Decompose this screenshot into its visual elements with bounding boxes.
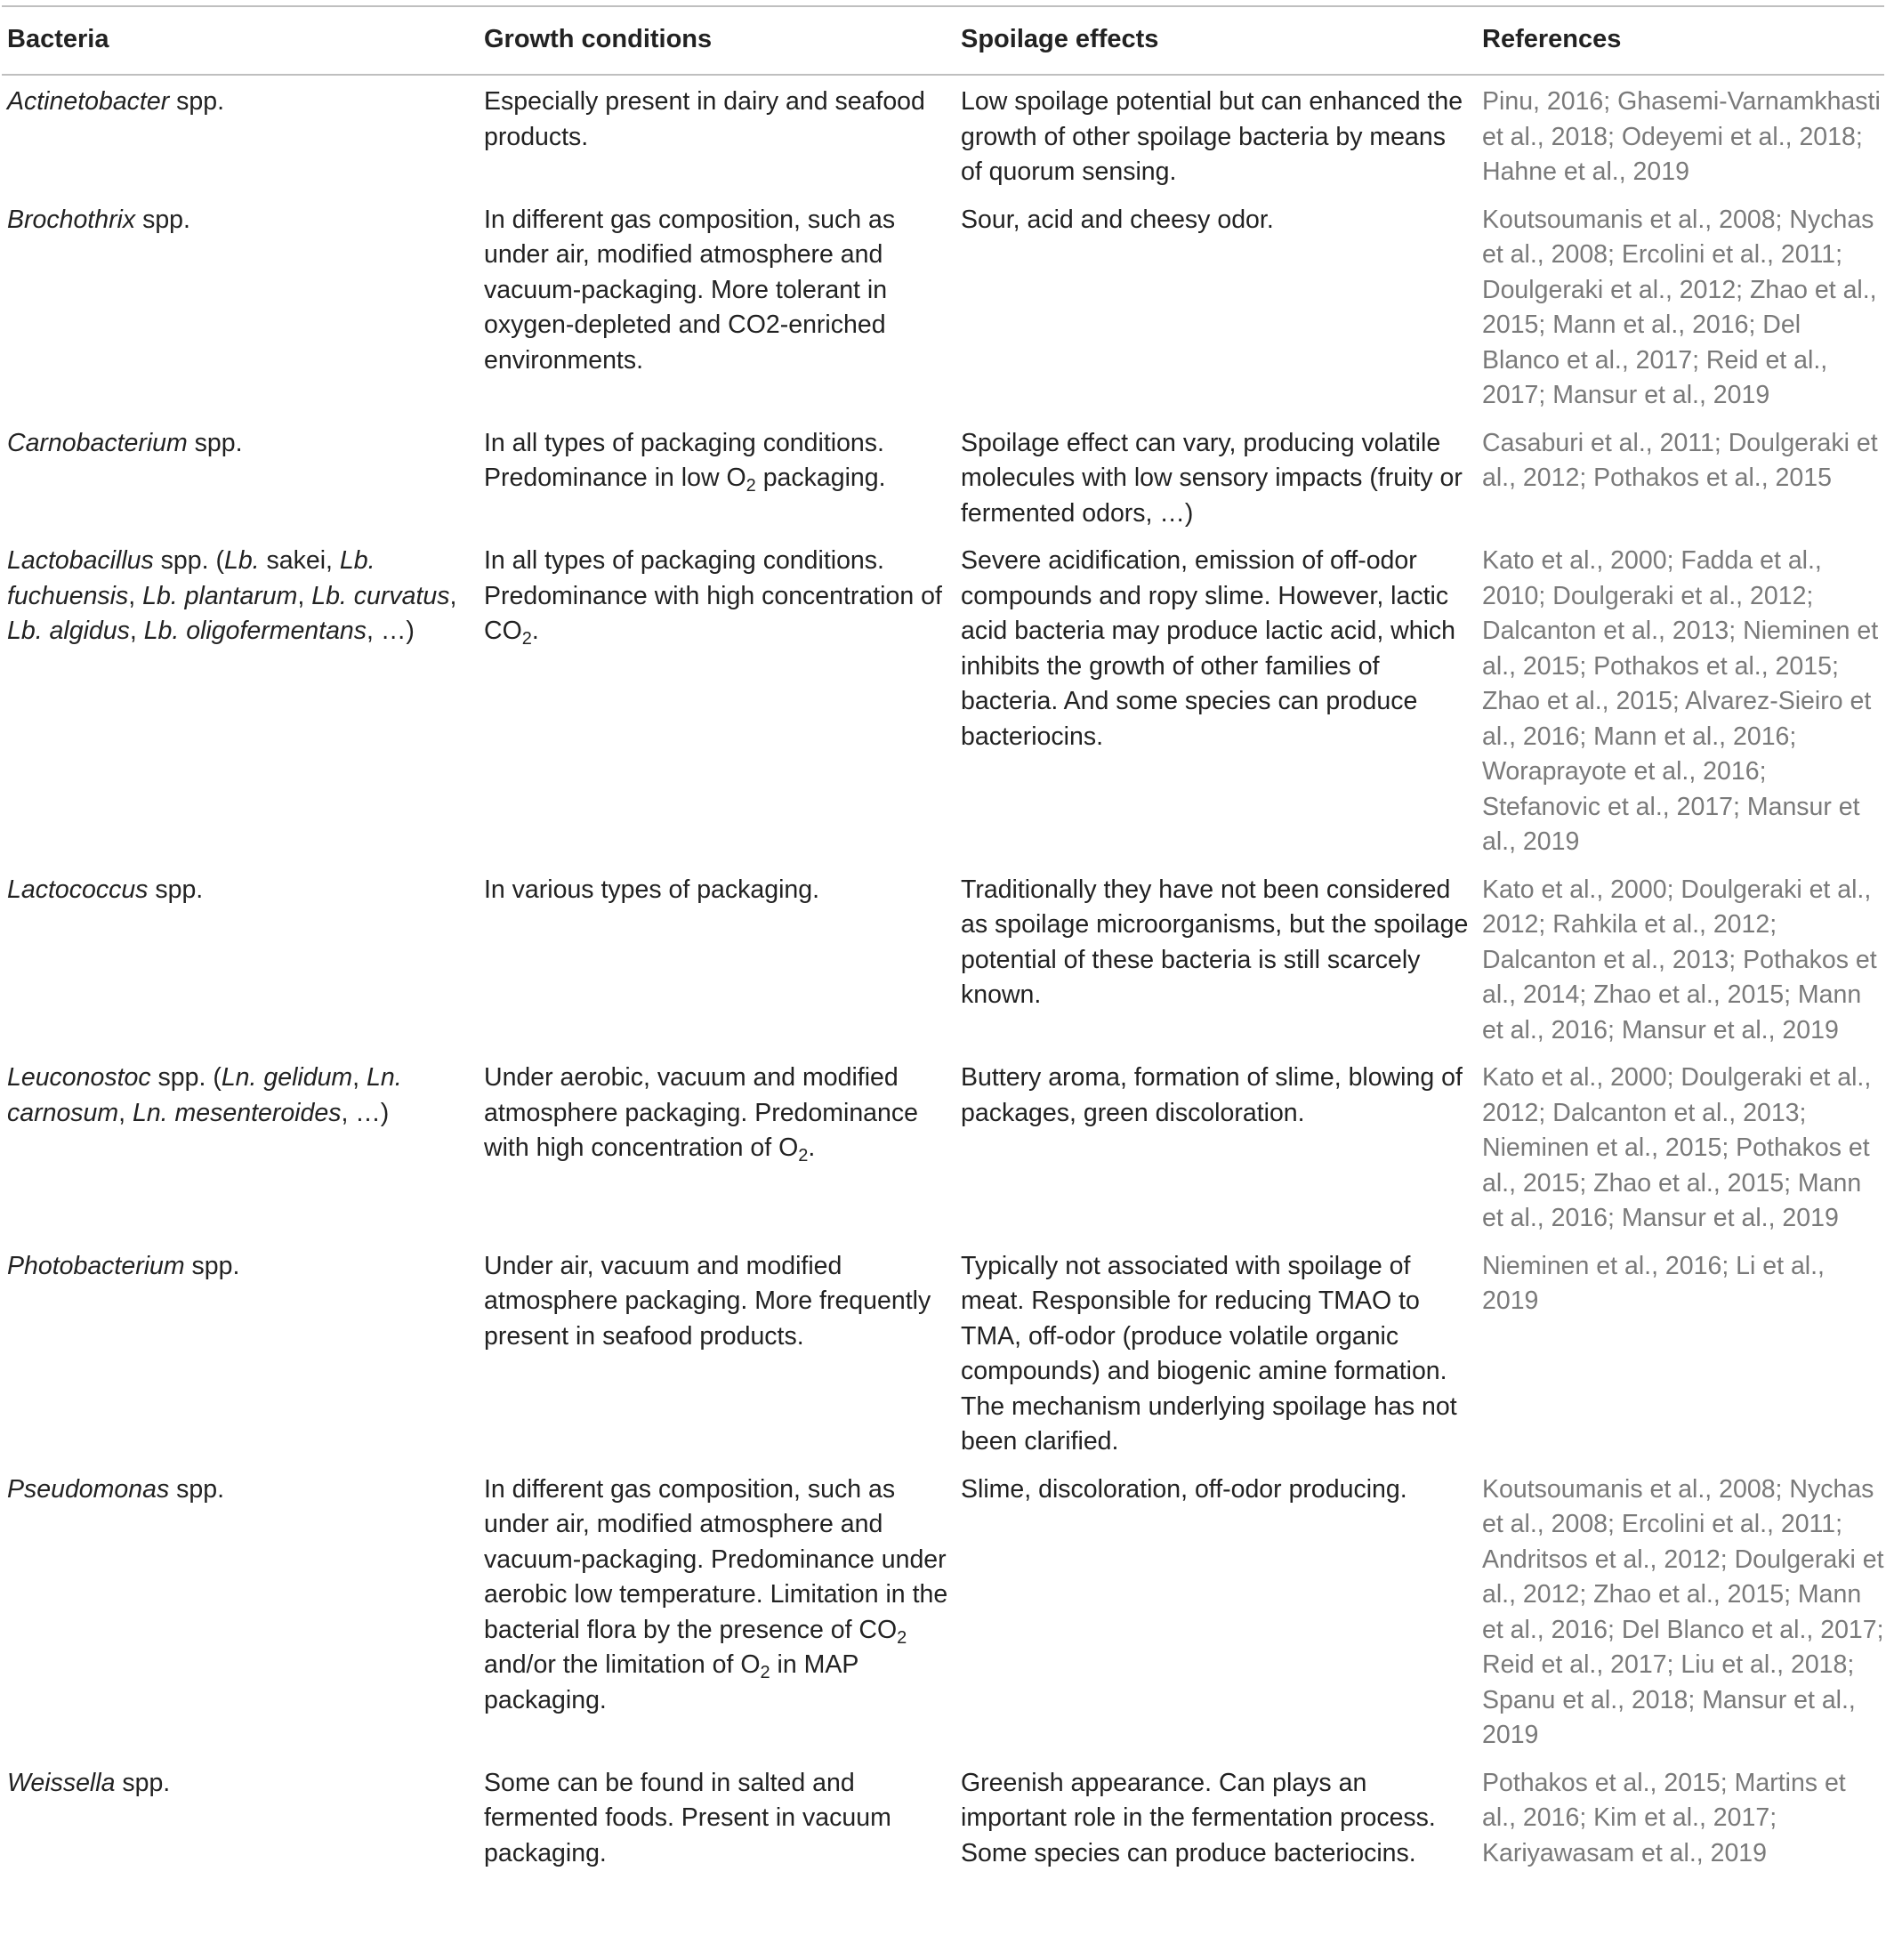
text-segment: , bbox=[129, 617, 144, 645]
italic-text: Lb. plantarum bbox=[142, 581, 298, 610]
table-row bbox=[2, 194, 1884, 417]
text-segment: sakei, bbox=[259, 546, 340, 575]
header-references: References bbox=[1482, 25, 1622, 53]
header-growth-conditions: Growth conditions bbox=[484, 25, 713, 53]
text-segment: , …) bbox=[341, 1098, 390, 1127]
table-body bbox=[2, 75, 1884, 1875]
spoilage-effects-cell bbox=[955, 1757, 1477, 1875]
references-cell: Pinu, 2016; Ghasemi-Varnamkhasti et al., 2018; Odeyemi et al., 2018; Hahne et al., 2019 bbox=[1482, 87, 1881, 186]
spoilage-effects-cell bbox=[955, 1240, 1477, 1464]
growth-conditions-cell bbox=[479, 417, 955, 536]
table-row bbox=[2, 75, 1884, 194]
growth-conditions-cell bbox=[479, 1757, 955, 1875]
italic-text: Lactobacillus bbox=[7, 546, 154, 575]
text-segment: spp. bbox=[184, 1251, 240, 1280]
text-segment: and/or the limitation of O bbox=[484, 1650, 761, 1679]
table-row bbox=[2, 1464, 1884, 1757]
italic-text: Ln. gelidum bbox=[221, 1063, 353, 1092]
spoilage-effects-cell bbox=[955, 1464, 1477, 1757]
text-segment: . bbox=[531, 617, 539, 645]
text-segment: Under air, vacuum and modified atmosphere packaging. More frequently present in seafood products. bbox=[484, 1251, 931, 1351]
text-segment: packaging. bbox=[755, 464, 886, 492]
text-segment: spp. bbox=[169, 1474, 224, 1504]
text-segment: , bbox=[297, 581, 312, 610]
spoilage-effects-cell bbox=[955, 535, 1477, 864]
subscript-text: 2 bbox=[760, 1663, 770, 1682]
subscript-text: 2 bbox=[798, 1146, 809, 1166]
growth-conditions-cell bbox=[479, 1464, 955, 1757]
spoilage-effects-cell bbox=[955, 864, 1477, 1053]
bacteria-cell bbox=[2, 1240, 479, 1464]
table-row bbox=[2, 1052, 1884, 1240]
spoilage-effects-cell bbox=[955, 417, 1477, 536]
text-segment: Low spoilage potential but can enhanced the growth of other spoilage bacteria by means of quorum sensing. bbox=[961, 87, 1463, 186]
text-segment: , bbox=[128, 581, 143, 610]
text-segment: spp. ( bbox=[153, 546, 224, 575]
table-row bbox=[2, 1240, 1884, 1464]
italic-text: Brochothrix bbox=[7, 205, 136, 234]
text-segment: . bbox=[808, 1133, 816, 1162]
bacteria-cell bbox=[2, 1757, 479, 1875]
italic-text: Pseudomonas bbox=[7, 1474, 170, 1504]
spoilage-effects-cell bbox=[955, 194, 1477, 417]
table-row bbox=[2, 417, 1884, 536]
subscript-text: 2 bbox=[521, 629, 532, 649]
italic-text: Lb. bbox=[223, 546, 260, 575]
text-segment: spp. bbox=[115, 1768, 171, 1797]
spoilage-effects-cell bbox=[955, 75, 1477, 194]
text-segment: Especially present in dairy and seafood products. bbox=[484, 87, 925, 151]
table-row bbox=[2, 864, 1884, 1053]
table-row bbox=[2, 535, 1884, 864]
text-segment: spp. bbox=[187, 428, 243, 457]
bacteria-cell bbox=[2, 194, 479, 417]
growth-conditions-cell bbox=[479, 1052, 955, 1240]
text-segment: Buttery aroma, formation of slime, blowing of packages, green discoloration. bbox=[961, 1063, 1463, 1127]
text-segment: spp. bbox=[169, 87, 224, 116]
references-cell: Kato et al., 2000; Fadda et al., 2010; Doulgeraki et al., 2012; Dalcanton et al., 2013; Nieminen et al., 2015; Pothakos et al., 2015; Zhao et al., 2015; Alvarez-Sieiro et al., 2016; Mann et al., 2016; Woraprayote et al., 2016; Stefanovic et al., 2017; Mansur et al., 2019 bbox=[1482, 546, 1879, 856]
text-segment: in MAP packaging. bbox=[484, 1650, 858, 1714]
growth-conditions-cell bbox=[479, 75, 955, 194]
growth-conditions-cell bbox=[479, 535, 955, 864]
text-segment: In all types of packaging conditions. Predominance in low O bbox=[484, 428, 884, 492]
text-segment: spp. bbox=[135, 205, 190, 234]
references-cell: Koutsoumanis et al., 2008; Nychas et al., 2008; Ercolini et al., 2011; Andritsos et al., 2012; Doulgeraki et al., 2012; Zhao et al., 2015; Mann et al., 2016; Del Blanco et al., 2017; Reid et al., 2017; Liu et al., 2018; Spanu et al., 2018; Mansur et al., 2019 bbox=[1482, 1474, 1884, 1749]
italic-text: Ln. mesenteroides bbox=[132, 1098, 342, 1127]
bacteria-cell bbox=[2, 535, 479, 864]
text-segment: Sour, acid and cheesy odor. bbox=[961, 205, 1274, 234]
text-segment: Spoilage effect can vary, producing volatile molecules with low sensory impacts (fruity or fermented odors, …) bbox=[961, 428, 1463, 528]
table-row bbox=[2, 1757, 1884, 1875]
italic-text: Lb. algidus bbox=[7, 617, 130, 645]
references-cell: Kato et al., 2000; Doulgeraki et al., 2012; Rahkila et al., 2012; Dalcanton et al., 2013; Pothakos et al., 2014; Zhao et al., 2015; Mann et al., 2016; Mansur et al., 2019 bbox=[1482, 875, 1877, 1045]
header-bacteria: Bacteria bbox=[7, 25, 109, 53]
bacteria-cell bbox=[2, 417, 479, 536]
bacteria-spoilage-table bbox=[2, 5, 1884, 1875]
text-segment: In various types of packaging. bbox=[484, 875, 820, 904]
subscript-text: 2 bbox=[746, 476, 756, 496]
italic-text: Lb. fuchuensis bbox=[7, 546, 375, 610]
italic-text: Weissella bbox=[7, 1768, 116, 1797]
references-cell: Nieminen et al., 2016; Li et al., 2019 bbox=[1482, 1251, 1825, 1315]
header-spoilage-effects: Spoilage effects bbox=[961, 25, 1159, 53]
text-segment: Slime, discoloration, off-odor producing. bbox=[961, 1474, 1407, 1504]
text-segment: In all types of packaging conditions. Predominance with high concentration of CO bbox=[484, 546, 942, 645]
italic-text: Carnobacterium bbox=[7, 428, 188, 457]
text-segment: , bbox=[352, 1063, 367, 1092]
text-segment: Greenish appearance. Can plays an important role in the fermentation process. Some species can produce bacteriocins. bbox=[961, 1768, 1436, 1867]
text-segment: spp. ( bbox=[150, 1063, 222, 1092]
references-cell: Casaburi et al., 2011; Doulgeraki et al., 2012; Pothakos et al., 2015 bbox=[1482, 428, 1878, 492]
italic-text: Lb. oligofermentans bbox=[143, 617, 367, 645]
italic-text: Lb. curvatus bbox=[311, 581, 450, 610]
references-cell: Kato et al., 2000; Doulgeraki et al., 2012; Dalcanton et al., 2013; Nieminen et al., 2015; Pothakos et al., 2015; Zhao et al., 2015; Mann et al., 2016; Mansur et al., 2019 bbox=[1482, 1063, 1872, 1232]
text-segment: In different gas composition, such as under air, modified atmosphere and vacuum-packaging. More tolerant in oxygen-depleted and CO2-enriched environments. bbox=[484, 205, 896, 375]
text-segment: Severe acidification, emission of off-odor compounds and ropy slime. However, lactic acid bacteria may produce lactic acid, which inhibits the growth of other families of bacteria. And some species can produce bacteriocins. bbox=[961, 546, 1456, 751]
spoilage-effects-cell bbox=[955, 1052, 1477, 1240]
text-segment: Some can be found in salted and fermented foods. Present in vacuum packaging. bbox=[484, 1768, 891, 1867]
text-segment: Traditionally they have not been considered as spoilage microorganisms, but the spoilage potential of these bacteria is still scarcely known. bbox=[961, 875, 1469, 1009]
italic-text: Leuconostoc bbox=[7, 1063, 151, 1092]
italic-text: Ln. carnosum bbox=[7, 1063, 402, 1127]
text-segment: , bbox=[449, 581, 457, 610]
bacteria-cell bbox=[2, 864, 479, 1053]
subscript-text: 2 bbox=[897, 1627, 907, 1648]
text-segment: Typically not associated with spoilage of meat. Responsible for reducing TMAO to TMA, off-odor (produce volatile organic compounds) and biogenic amine formation. The mechanism underlying spoilage has not been clarified. bbox=[961, 1251, 1457, 1456]
text-segment: Under aerobic, vacuum and modified atmosphere packaging. Predominance with high concentration of O bbox=[484, 1063, 918, 1162]
bacteria-cell bbox=[2, 1052, 479, 1240]
growth-conditions-cell bbox=[479, 864, 955, 1053]
text-segment: , …) bbox=[367, 617, 415, 645]
italic-text: Photobacterium bbox=[7, 1251, 185, 1280]
references-cell: Pothakos et al., 2015; Martins et al., 2016; Kim et al., 2017; Kariyawasam et al., 2019 bbox=[1482, 1768, 1846, 1867]
growth-conditions-cell bbox=[479, 194, 955, 417]
header-row bbox=[2, 6, 1884, 75]
growth-conditions-cell bbox=[479, 1240, 955, 1464]
text-segment: , bbox=[118, 1098, 133, 1127]
bacteria-cell bbox=[2, 1464, 479, 1757]
text-segment: In different gas composition, such as under air, modified atmosphere and vacuum-packaging. Predominance under aerobic low temperature. Limitation in the bacterial flora by the presence of CO bbox=[484, 1474, 948, 1644]
italic-text: Lactococcus bbox=[7, 875, 149, 904]
text-segment: spp. bbox=[148, 875, 204, 904]
italic-text: Actinetobacter bbox=[7, 87, 170, 116]
references-cell: Koutsoumanis et al., 2008; Nychas et al., 2008; Ercolini et al., 2011; Doulgeraki et al., 2012; Zhao et al., 2015; Mann et al., 2016; Del Blanco et al., 2017; Reid et al., 2017; Mansur et al., 2019 bbox=[1482, 205, 1877, 409]
bacteria-cell bbox=[2, 75, 479, 194]
table-header bbox=[2, 6, 1884, 75]
